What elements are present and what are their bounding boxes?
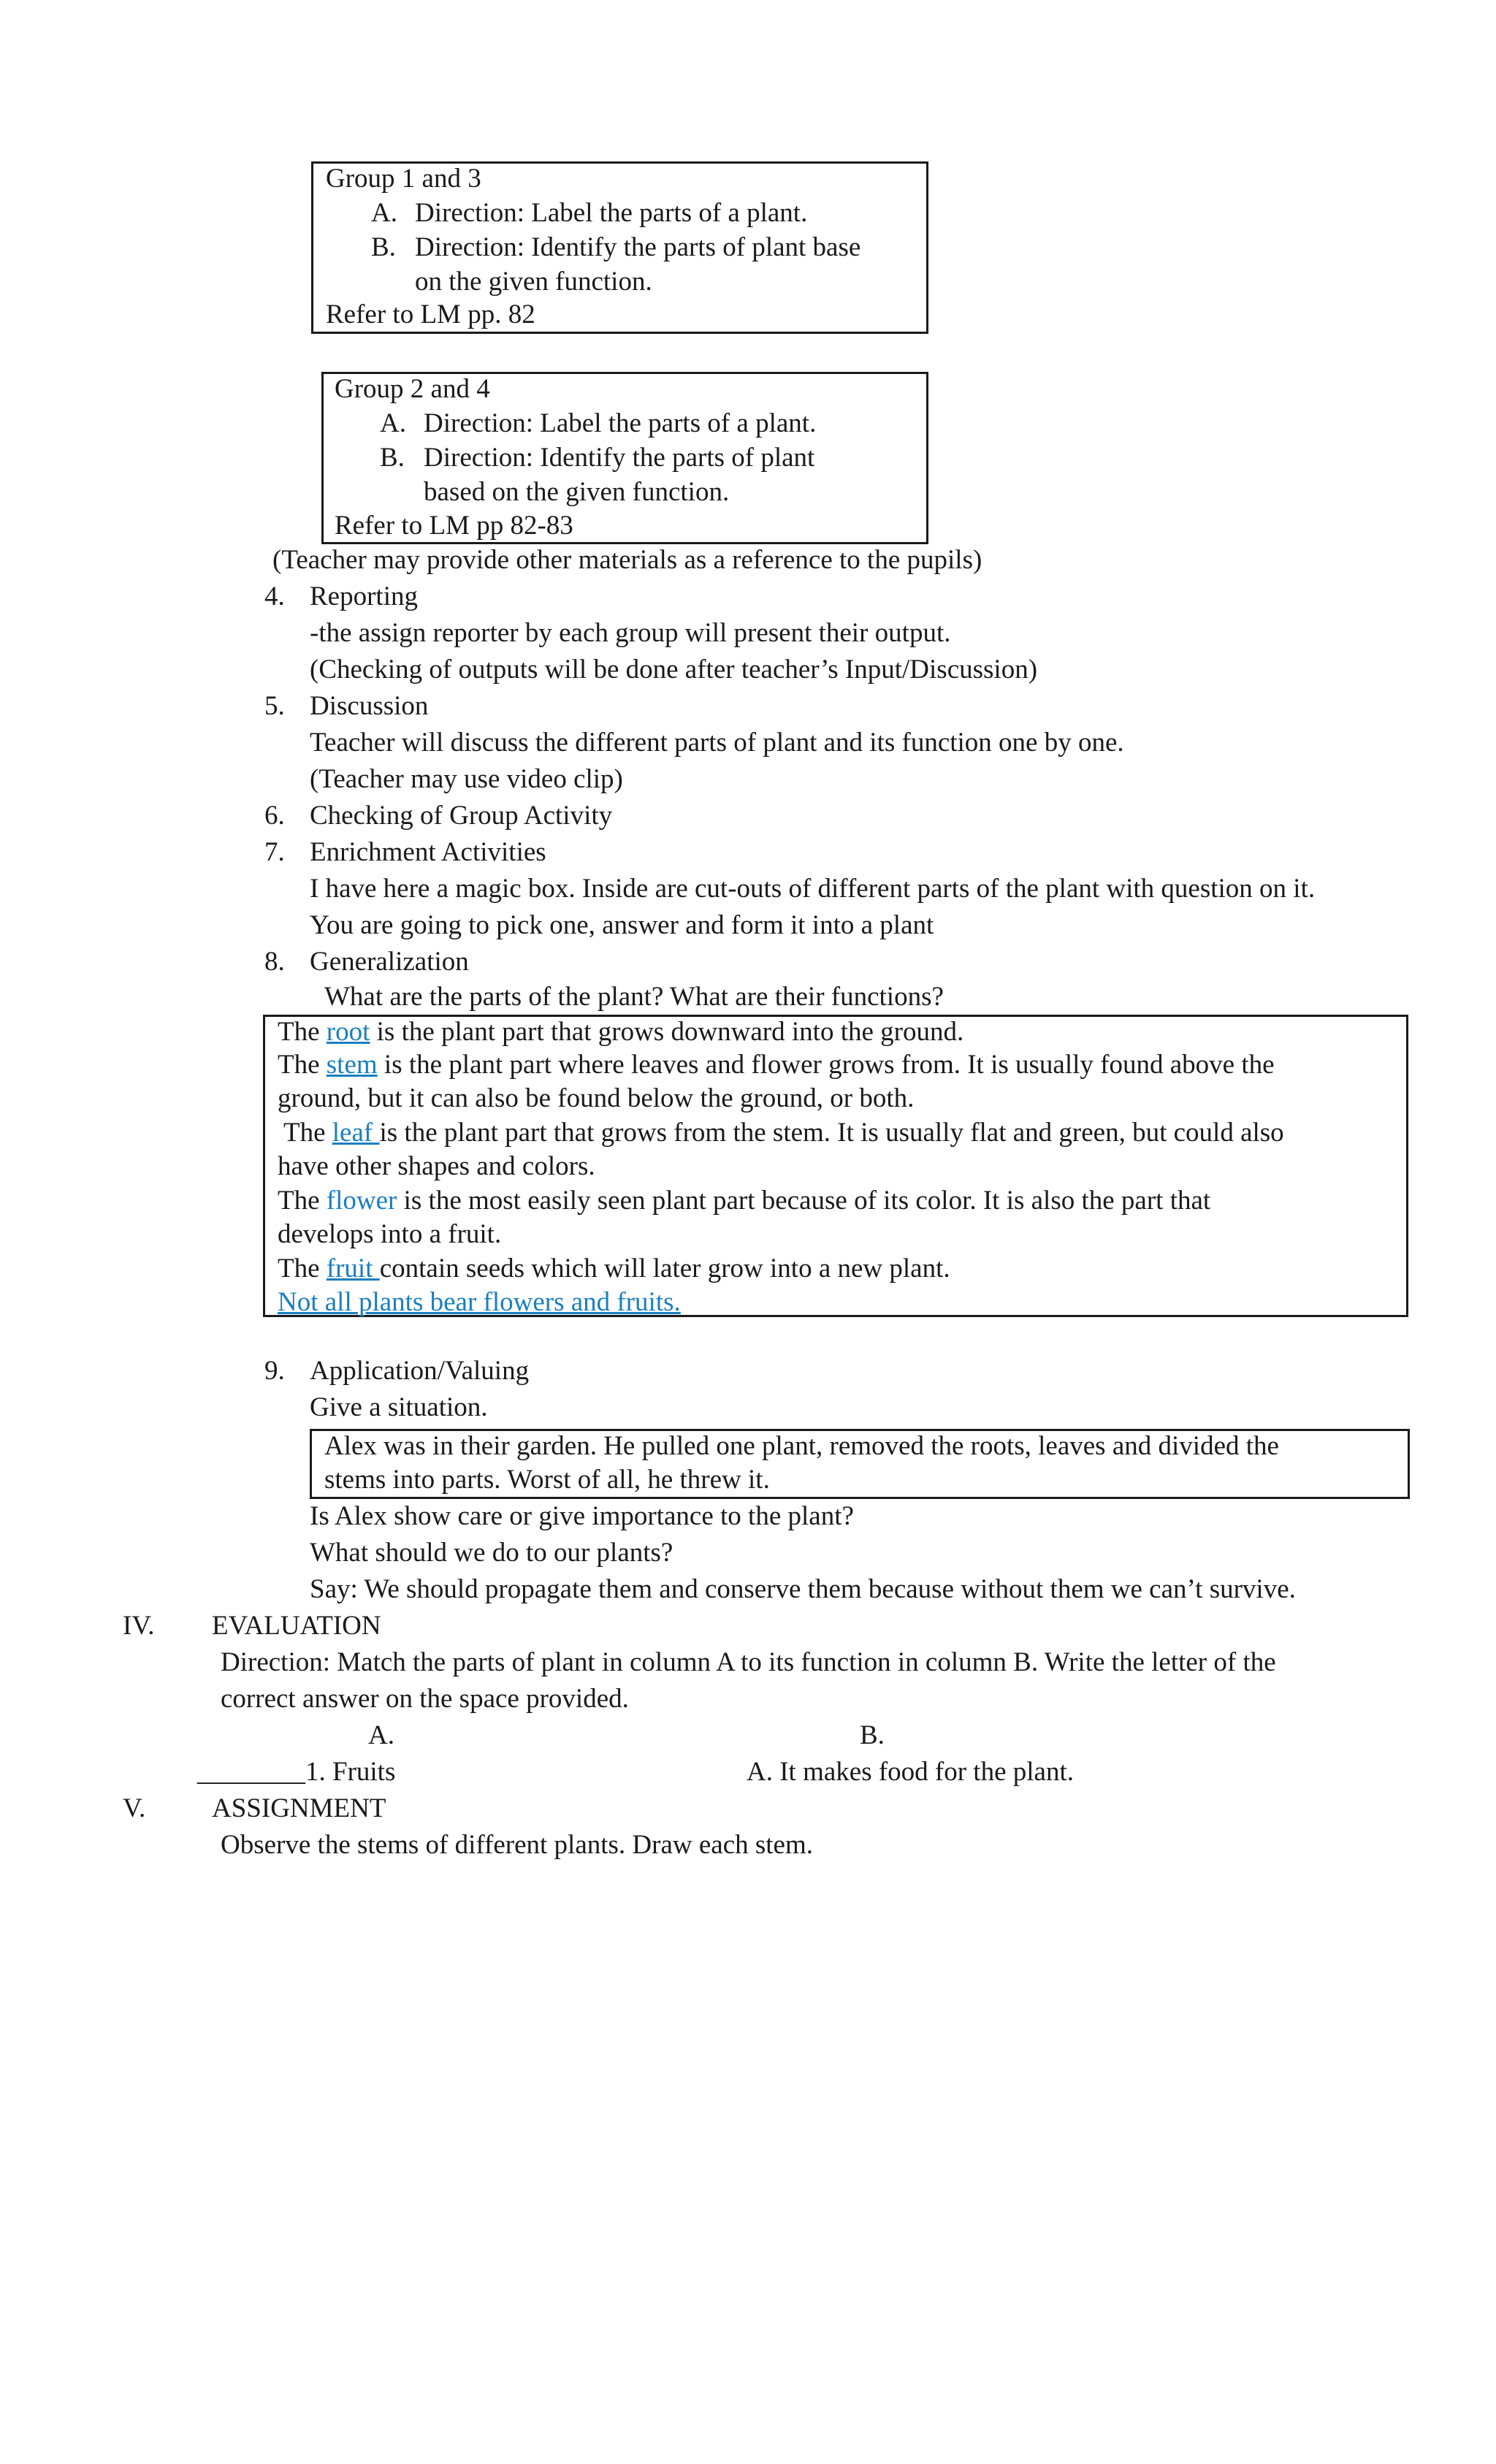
stem-sentence-cont: ground, but it can also be found below the ground, or both. [278, 1083, 915, 1113]
flower-post: is the most easily seen plant part because of its color. It is also the part that [397, 1186, 1211, 1216]
evaluation-direction-cont: correct answer on the space provided. [221, 1684, 629, 1714]
step-8-title: Generalization [310, 947, 469, 977]
root-pre: The [278, 1017, 327, 1047]
stem-pre: The [278, 1050, 327, 1080]
assignment-number: V. [123, 1793, 146, 1823]
leaf-pre: The [283, 1118, 332, 1148]
step-6-number: 6. [264, 801, 285, 831]
leaf-post: is the plant part that grows from the stem. It is usually flat and green, but could also [379, 1118, 1284, 1148]
leaf-sentence [283, 1115, 1284, 1151]
stem-post: is the plant part where leaves and flower grows from. It is usually found above the [377, 1050, 1275, 1080]
step-7-title: Enrichment Activities [310, 837, 546, 867]
step-7-line-1: I have here a magic box. Inside are cut-outs of different parts of the plant with question on it. [310, 874, 1316, 904]
fruit-link[interactable]: fruit [326, 1254, 380, 1284]
group-1-3-a-marker: A. [371, 198, 397, 228]
assignment-line-1: Observe the stems of different plants. Draw each stem. [221, 1830, 814, 1860]
flower-sentence [278, 1183, 1210, 1218]
step-9-line-1: Give a situation. [310, 1392, 488, 1422]
fruit-sentence [278, 1251, 950, 1286]
question-2: What should we do to our plants? [310, 1538, 673, 1568]
question-1: Is Alex show care or give importance to the plant? [310, 1501, 854, 1531]
column-b-header: B. [860, 1720, 885, 1750]
step-4-line-1: -the assign reporter by each group will present their output. [310, 618, 951, 648]
root-link[interactable]: root [326, 1017, 370, 1047]
step-6-title: Checking of Group Activity [310, 801, 613, 831]
assignment-title: ASSIGNMENT [212, 1793, 386, 1823]
group-2-4-title: Group 2 and 4 [335, 374, 490, 404]
group-1-3-b-text: Direction: Identify the parts of plant base [415, 232, 861, 262]
step-9-number: 9. [264, 1356, 285, 1386]
evaluation-direction: Direction: Match the parts of plant in column A to its function in column B. Write the letter of the [221, 1647, 1276, 1677]
group-1-3-title: Group 1 and 3 [326, 164, 481, 194]
root-post: is the plant part that grows downward into the ground. [370, 1017, 964, 1047]
stem-link[interactable]: stem [326, 1050, 378, 1080]
evaluation-number: IV. [123, 1611, 155, 1641]
fruit-post: contain seeds which will later grow into a new plant. [379, 1254, 950, 1284]
group-2-4-b-text-cont: based on the given function. [424, 477, 730, 507]
column-a-header: A. [368, 1720, 394, 1750]
group-2-4-a-text: Direction: Label the parts of a plant. [424, 408, 817, 438]
teacher-note: (Teacher may provide other materials as a reference to the pupils) [272, 545, 982, 575]
step-8-question: What are the parts of the plant? What are their functions? [324, 982, 944, 1012]
group-1-3-b-text-cont: on the given function. [415, 267, 652, 297]
flower-sentence-cont: develops into a fruit. [278, 1219, 502, 1249]
flower-pre: The [278, 1186, 327, 1216]
leaf-sentence-cont: have other shapes and colors. [278, 1151, 595, 1181]
step-5-line-2: (Teacher may use video clip) [310, 764, 623, 794]
evaluation-title: EVALUATION [212, 1611, 381, 1641]
say-line: Say: We should propagate them and conserve them because without them we can’t survive. [310, 1574, 1296, 1604]
step-5-line-1: Teacher will discuss the different parts of plant and its function one by one. [310, 728, 1124, 758]
fruit-pre: The [278, 1254, 327, 1284]
flower-word: flower [326, 1186, 397, 1216]
root-sentence [278, 1015, 963, 1050]
group-1-3-a-text: Direction: Label the parts of a plant. [415, 198, 808, 228]
situation-line-2: stems into parts. Worst of all, he threw it. [324, 1465, 770, 1495]
leaf-link[interactable]: leaf [332, 1118, 380, 1148]
group-2-4-a-marker: A. [380, 408, 406, 438]
step-8-number: 8. [264, 947, 285, 977]
match-item-1: ________1. Fruits [197, 1757, 396, 1787]
group-1-3-b-marker: B. [371, 232, 396, 262]
step-5-number: 5. [264, 691, 285, 721]
step-4-line-2: (Checking of outputs will be done after teacher’s Input/Discussion) [310, 655, 1038, 684]
situation-line-1: Alex was in their garden. He pulled one plant, removed the roots, leaves and divided the [324, 1431, 1279, 1461]
step-4-number: 4. [264, 581, 285, 611]
stem-sentence [278, 1048, 1275, 1083]
step-7-number: 7. [264, 837, 285, 867]
step-9-title: Application/Valuing [310, 1356, 530, 1386]
group-2-4-b-text: Direction: Identify the parts of plant [424, 443, 815, 473]
group-1-3-refer: Refer to LM pp. 82 [326, 300, 535, 329]
step-7-line-2: You are going to pick one, answer and form it into a plant [310, 910, 934, 940]
group-2-4-refer: Refer to LM pp 82-83 [335, 511, 573, 541]
step-4-title: Reporting [310, 581, 418, 611]
group-2-4-b-marker: B. [380, 443, 405, 473]
step-5-title: Discussion [310, 691, 429, 721]
not-all-plants-link[interactable]: Not all plants bear flowers and fruits. [278, 1287, 681, 1317]
match-item-1-b: A. It makes food for the plant. [747, 1757, 1074, 1787]
